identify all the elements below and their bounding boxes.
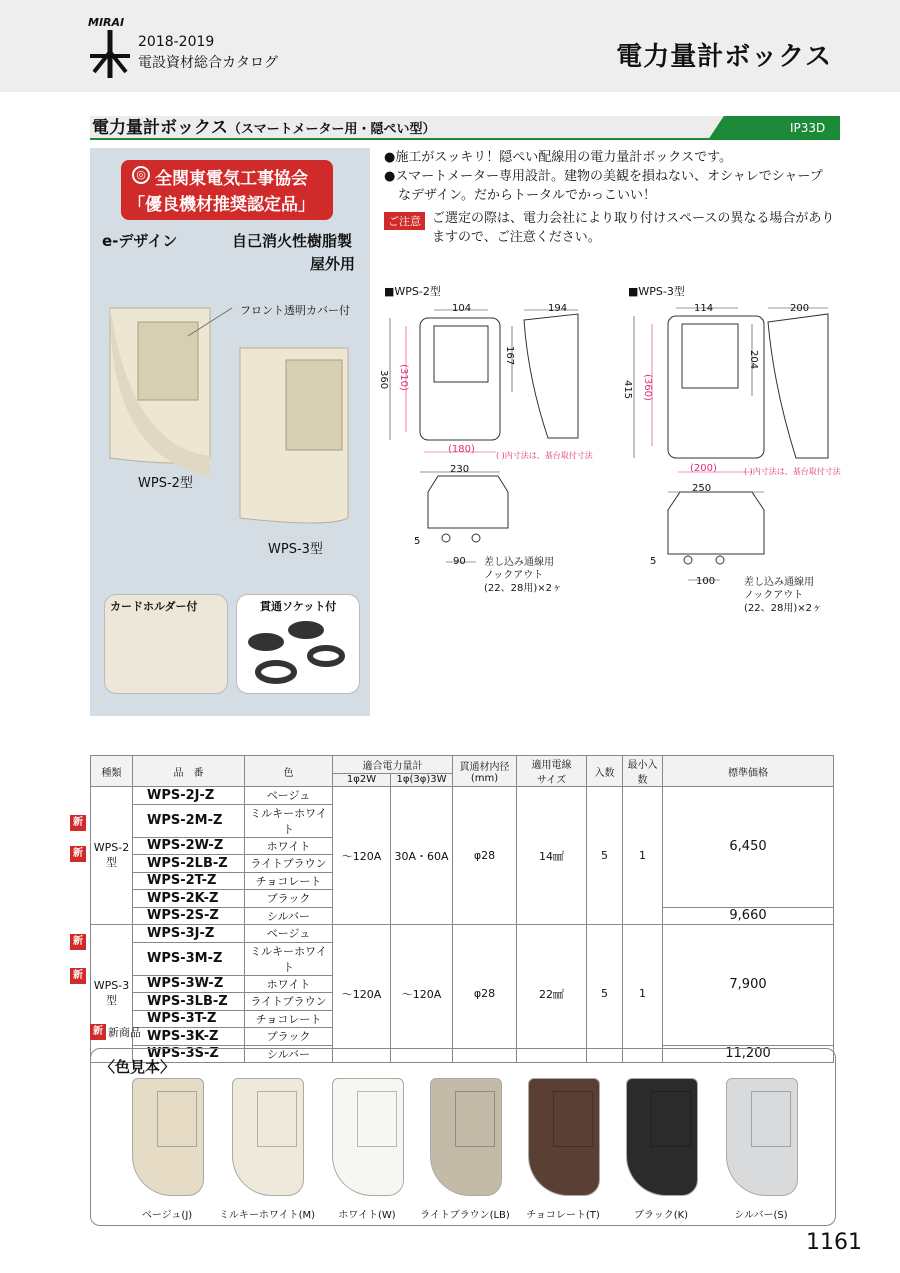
socket-illustration [236,612,360,692]
swatch-window [553,1091,593,1147]
dim-5: 5 [414,536,421,547]
dim-230: 230 [450,464,470,475]
swatch-window [257,1091,297,1147]
th-qty: 入数 [587,756,623,787]
note-wps2: ( )内寸法は、基台取付寸法 [496,451,593,460]
color-cell: ライトブラウン [245,855,333,873]
dim-415: 415 [622,380,633,400]
min-cell: 1 [623,787,663,925]
th-pn: 品 番 [133,756,245,787]
swatch-window [157,1091,197,1147]
p1-cell: ～120A [333,787,391,925]
socket-label: 貫通ソケット付 [260,600,337,613]
color-cell: ブラック [245,890,333,908]
drawing-wps3-title: ■WPS-3型 [628,285,685,298]
th-min: 最小入数 [623,756,663,787]
p2-cell: 30A・60A [391,787,453,925]
catalog-year: 2018-2019 [138,34,215,50]
photo-label-wps3: WPS-3型 [268,542,323,557]
swatch-window [751,1091,791,1147]
table-row [91,925,834,943]
color-cell: ホワイト [245,975,333,993]
kind-wps2: WPS-2型 [91,787,133,925]
swatch-label: ブラック(K) [633,1210,689,1221]
new-legend-badge: 新 [90,1024,106,1040]
swatch-window [651,1091,691,1147]
dim-167: 167 [504,346,515,366]
spec-table [90,755,834,1063]
caution-text: ご選定の際は、電力会社により取り付けスペースの異なる場合があり ますので、ご注意ください。 [432,211,835,245]
pn-cell: WPS-3K-Z [133,1028,245,1046]
swatch-window [455,1091,495,1147]
mirai-logo [86,14,134,80]
page-number: 1161 [806,1230,862,1255]
color-cell: ホワイト [245,837,333,855]
pn-cell: WPS-2W-Z [133,837,245,855]
drawing-wps3 [628,296,838,616]
feature-outdoor: 屋外用 [310,255,356,273]
photo-label-wps2: WPS-2型 [138,476,193,491]
new-badge: 新 [70,934,86,950]
dim-104: 104 [452,303,472,314]
th-wire: 適用電線 サイズ [517,756,587,787]
color-cell: チョコレート [245,1010,333,1028]
badge-line2: 「優良機材推奨認定品」 [128,195,315,215]
price-cell: 6,450 [663,787,834,908]
new-legend: 新商品 [108,1026,141,1039]
th-p2: 1φ(3φ)3W [391,773,453,786]
new-badge: 新 [70,968,86,984]
knockout-wps2: 差し込み通線用 ノックアウト (22、28用)×2ヶ [484,557,562,594]
pn-cell: WPS-2S-Z [133,907,245,925]
pn-cell: WPS-2M-Z [133,804,245,837]
note-wps3: ( )内寸法は、基台取付寸法 [744,467,841,476]
swatch-label: シルバー(S) [734,1210,788,1221]
dim-90: 90 [453,556,466,567]
color-swatch [232,1078,304,1196]
th-p1: 1φ2W [333,773,391,786]
caution-tag: ご注意 [384,212,425,230]
th-price: 標準価格 [663,756,834,787]
dim-360: 360 [378,370,389,390]
th-power: 適合電力量計 [333,756,453,774]
color-cell: チョコレート [245,872,333,890]
swatch-label: ホワイト(W) [338,1210,396,1221]
th-pipe: 貫通材内径 (mm) [453,756,517,787]
pn-cell: WPS-3M-Z [133,942,245,975]
swatch-label: ライトブラウン(LB) [420,1210,510,1221]
card-holder-label: カードホルダー付 [110,600,198,613]
color-swatch [626,1078,698,1196]
price-silver-cell: 11,200 [663,1045,834,1063]
swatch-label: チョコレート(T) [526,1210,600,1221]
swatch-label: ベージュ(J) [141,1210,193,1221]
pn-cell: WPS-3S-Z [133,1045,245,1063]
color-swatch [132,1078,204,1196]
pn-cell: WPS-3J-Z [133,925,245,943]
p1-cell: ～120A [333,925,391,1063]
pn-cell: WPS-2T-Z [133,872,245,890]
wire-cell: 14㎟ [517,787,587,925]
drawing-wps2-title: ■WPS-2型 [384,285,441,298]
qty-cell: 5 [587,925,623,1063]
p2-cell: ～120A [391,925,453,1063]
color-swatch [726,1078,798,1196]
color-cell: ブラック [245,1028,333,1046]
table-body-wps2 [91,787,834,925]
feature-material: 自己消火性樹脂製 [232,232,353,250]
table-row [91,787,834,805]
color-swatch [332,1078,404,1196]
knockout-wps3: 差し込み通線用 ノックアウト (22、28用)×2ヶ [744,577,822,614]
dim-114: 114 [694,303,714,314]
pn-cell: WPS-2K-Z [133,890,245,908]
dim-194: 194 [548,303,568,314]
color-cell: ベージュ [245,787,333,805]
section-title: 電力量計ボックス（スマートメーター用・隠ぺい型） [92,118,436,138]
feature-design: e-デザイン [102,232,178,250]
pn-cell: WPS-2J-Z [133,787,245,805]
color-swatch [528,1078,600,1196]
dim-5b: 5 [650,556,657,567]
dim-200b: (200) [690,463,717,474]
bullet-2: ●スマートメーター専用設計。建物の美観を損ねない、オシャレでシャープ [384,169,823,184]
color-samples-title: 〈色見本〉 [100,1058,176,1076]
pipe-cell: φ28 [453,925,517,1063]
pipe-cell: φ28 [453,787,517,925]
color-cell: ベージュ [245,925,333,943]
dim-180: (180) [448,444,475,455]
pn-cell: WPS-3T-Z [133,1010,245,1028]
color-cell: ミルキーホワイト [245,942,333,975]
kind-wps3: WPS-3型 [91,925,133,1063]
new-badge: 新 [70,846,86,862]
price-silver-cell: 9,660 [663,907,834,925]
catalog-name: 電設資材総合カタログ [138,55,278,71]
pn-cell: WPS-3LB-Z [133,993,245,1011]
wire-cell: 22㎟ [517,925,587,1063]
th-color: 色 [245,756,333,787]
bullet-2b: なデザイン。だからトータルでかっこいい！ [398,188,657,203]
dim-204: 204 [748,350,759,370]
dim-310: (310) [398,364,409,391]
color-swatch [430,1078,502,1196]
color-cell: ミルキーホワイト [245,804,333,837]
pn-cell: WPS-3W-Z [133,975,245,993]
price-cell: 7,900 [663,925,834,1046]
logo-text: MIRAI [88,16,125,29]
ip-rating: IP33D [790,121,826,135]
swatch-window [357,1091,397,1147]
table-body-wps3 [91,925,834,1063]
bullet-1: ●施工がスッキリ！隠ぺい配線用の電力量計ボックスです。 [384,150,733,165]
pn-cell: WPS-2LB-Z [133,855,245,873]
dim-360b: (360) [642,374,653,401]
badge-line1: 全関東電気工事協会 [155,169,308,189]
qty-cell: 5 [587,787,623,925]
color-cell: シルバー [245,1045,333,1063]
new-badge: 新 [70,815,86,831]
association-icon: ◎ [132,166,150,184]
swatch-label: ミルキーホワイト(M) [218,1210,316,1221]
dim-100: 100 [696,576,716,587]
product-illustration [100,300,370,540]
dim-200: 200 [790,303,810,314]
dim-250: 250 [692,483,712,494]
min-cell: 1 [623,925,663,1063]
th-kind: 種類 [91,756,133,787]
cover-note: フロント透明カバー付 [240,304,350,317]
page-title: 電力量計ボックス [616,42,832,72]
color-cell: ライトブラウン [245,993,333,1011]
color-cell: シルバー [245,907,333,925]
